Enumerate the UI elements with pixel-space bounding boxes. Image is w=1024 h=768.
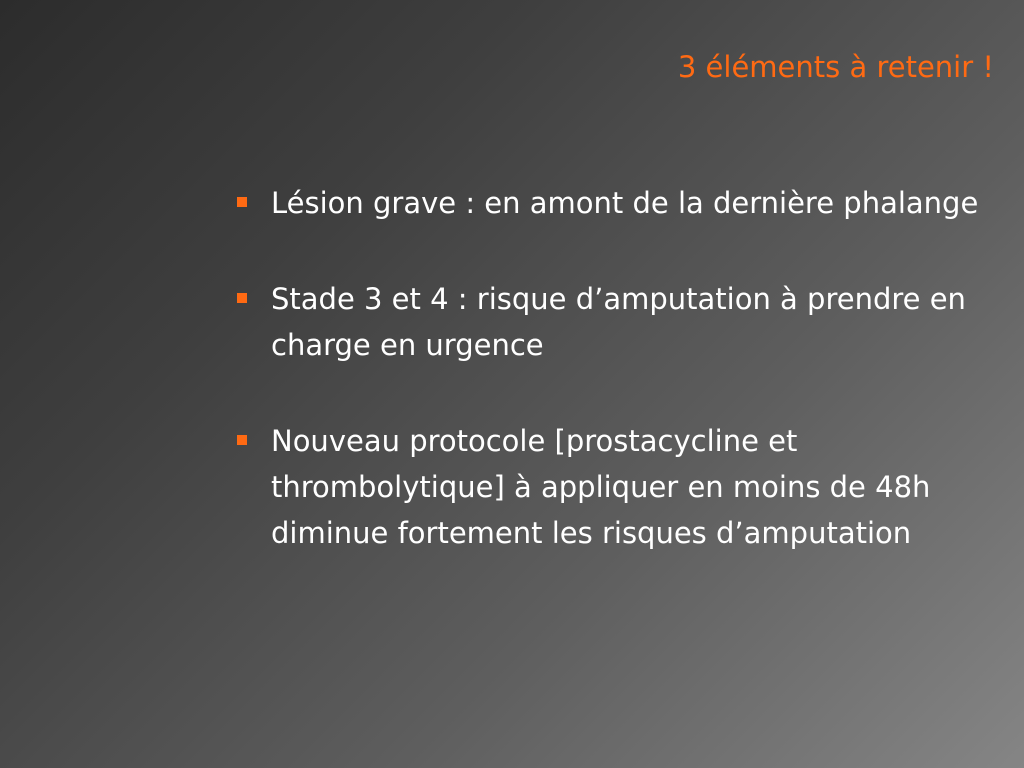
bullet-text: Nouveau protocole [prostacycline et thrombolytique] à appliquer en moins de 48h diminue fortement les risques d’amputation bbox=[271, 424, 931, 550]
square-bullet-icon bbox=[237, 435, 247, 445]
bullet-text: Lésion grave : en amont de la dernière phalange bbox=[271, 186, 979, 220]
square-bullet-icon bbox=[237, 293, 247, 303]
bullet-item bbox=[237, 276, 1007, 368]
bullet-item bbox=[237, 180, 1007, 226]
bullet-text: Stade 3 et 4 : risque d’amputation à prendre en charge en urgence bbox=[271, 282, 966, 362]
bullet-item bbox=[237, 418, 1007, 556]
slide-title: 3 éléments à retenir ! bbox=[677, 50, 994, 84]
bullet-list bbox=[237, 180, 1007, 606]
square-bullet-icon bbox=[237, 197, 247, 207]
